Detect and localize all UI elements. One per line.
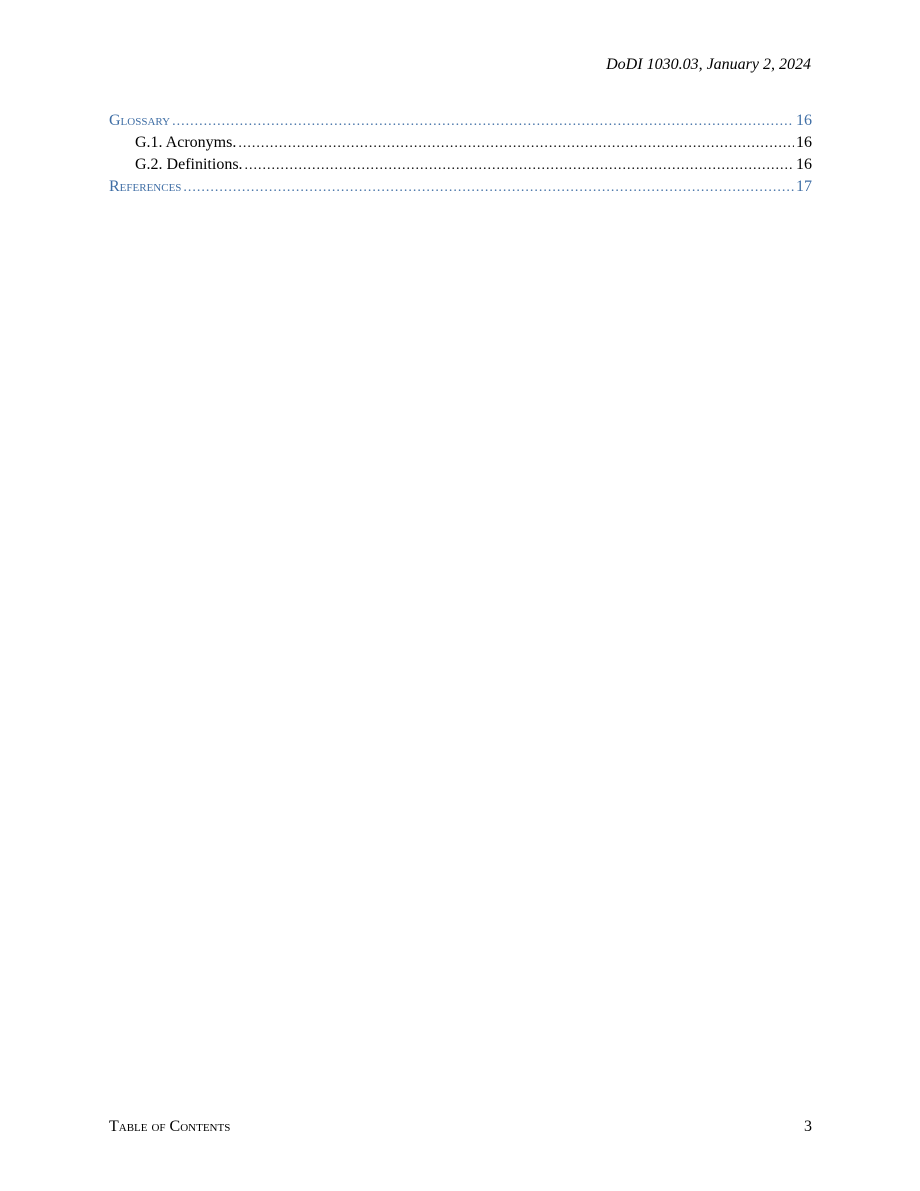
footer-section-title: Table of Contents [109, 1118, 231, 1135]
toc-dot-leader [238, 133, 794, 154]
toc-entry-page: 16 [796, 112, 812, 129]
toc-entry-label: Glossary [109, 112, 171, 129]
toc-entry-acronyms[interactable] [109, 132, 812, 154]
toc-entry-page: 16 [796, 134, 812, 151]
toc-entry-label: References [109, 178, 182, 195]
toc-entry-references[interactable] [109, 176, 812, 198]
toc-entry-page: 16 [796, 156, 812, 173]
table-of-contents [109, 110, 812, 198]
footer-page-number: 3 [804, 1118, 812, 1135]
page-header [606, 55, 811, 75]
toc-entry-label: G.1. Acronyms. [135, 134, 237, 151]
toc-dot-leader [245, 155, 794, 176]
toc-dot-leader [183, 177, 794, 198]
toc-entry-page: 17 [796, 178, 812, 195]
toc-dot-leader [172, 111, 794, 132]
toc-entry-definitions[interactable] [109, 154, 812, 176]
toc-entry-label: G.2. Definitions. [135, 156, 243, 173]
toc-entry-glossary[interactable] [109, 110, 812, 132]
page-footer [109, 1117, 812, 1137]
document-id: DoDI 1030.03, January 2, 2024 [606, 56, 811, 73]
